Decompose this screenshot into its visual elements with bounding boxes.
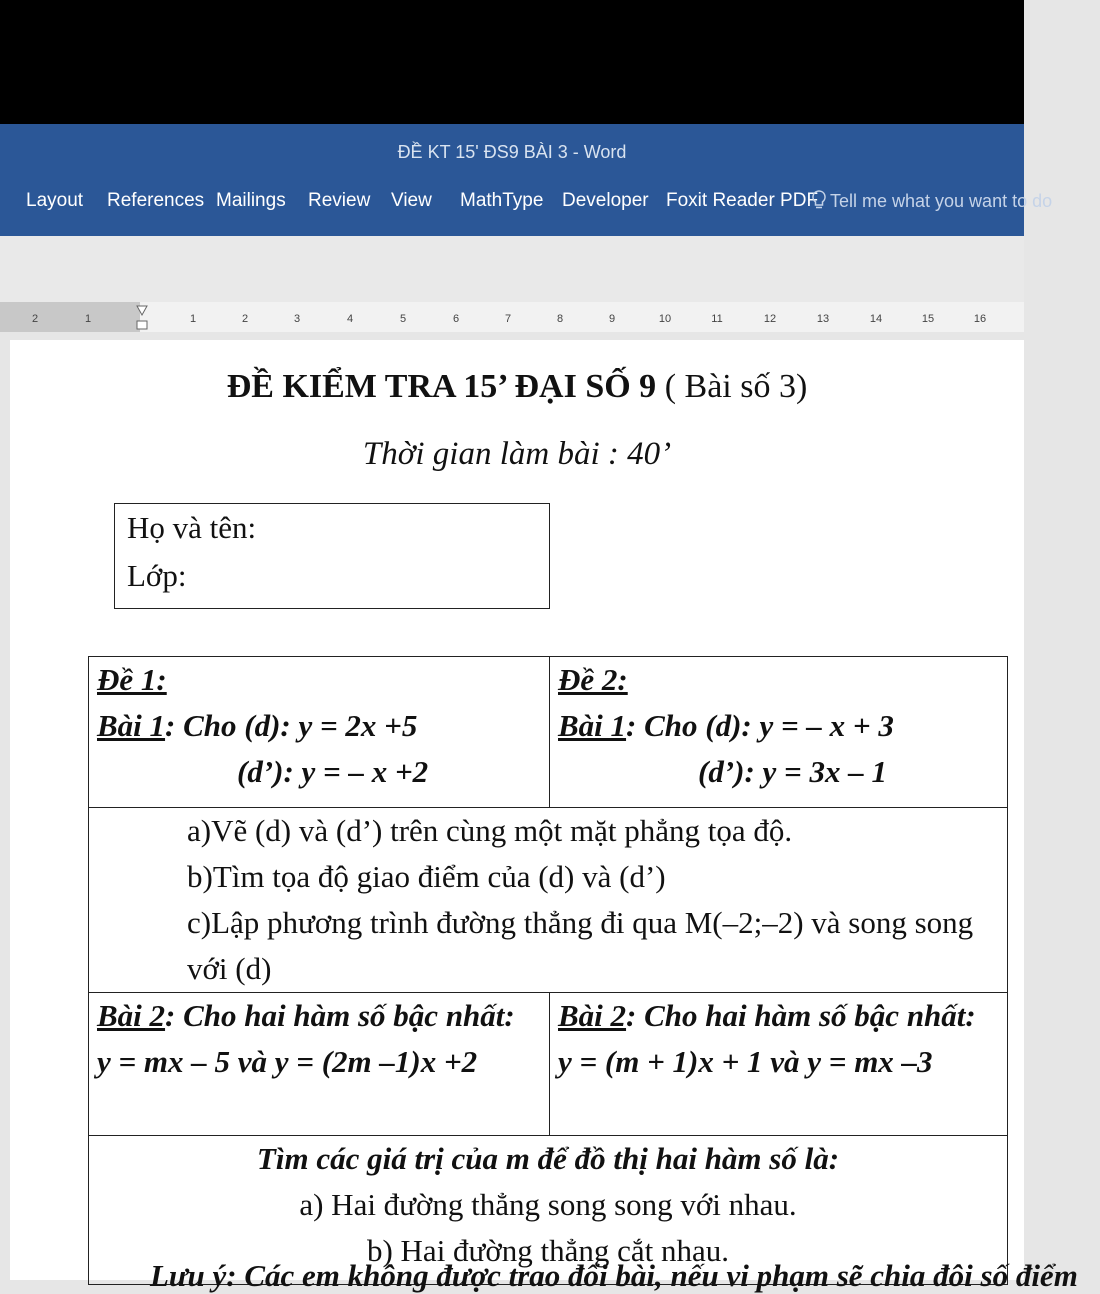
title-subtitle: ( Bài số 3) [656,368,808,405]
horizontal-ruler[interactable] [0,302,1024,332]
ruler-label: 7 [504,313,512,325]
exam-table [88,656,1008,1285]
ruler-label: 2 [241,313,249,325]
ruler-label: 13 [816,313,830,325]
video-black-bar [0,0,1024,124]
list-item: b) Hai đường thẳng cắt nhau. [366,1233,730,1268]
de1-heading: Đề 1: [97,662,167,697]
de2-bai1-line2: (d’): y = 3x – 1 [698,754,887,789]
class-label: Lớp: [127,558,187,593]
ruler-label: 12 [763,313,777,325]
bai1-label: Bài 1 [558,708,627,743]
ruler-label: 9 [608,313,616,325]
window-title: ĐỀ KT 15' ĐS9 BÀI 3 - Word [397,142,627,162]
ruler-label: 8 [556,313,564,325]
common-questions-1 [89,808,1008,993]
left-indent-marker-icon[interactable] [137,321,147,329]
ruler-label: 11 [711,313,723,325]
tab-foxit-reader-pdf[interactable]: Foxit Reader PDF [666,190,819,211]
list-item: c)Lập phương trình đường thẳng đi qua M(–2;–2) và song song với (d) [187,905,974,986]
lightbulb-icon [812,190,826,210]
de2-bai2 [558,993,999,1039]
ruler-label: 15 [921,313,935,325]
de1-bai2-cell [89,993,550,1136]
list-item: b)Tìm tọa độ giao điểm của (d) và (d’) [187,859,666,894]
table-row [89,808,1008,993]
time-limit: Thời gian làm bài : 40’ [362,436,672,472]
tab-mathtype[interactable]: MathType [460,190,544,211]
de2-bai1-cell [550,657,1008,808]
ruler-label: 10 [658,313,672,325]
table-row [89,657,1008,808]
list-item: a) Hai đường thẳng song song với nhau. [299,1187,797,1222]
bai2-text: : Cho hai hàm số bậc nhất: [626,998,976,1033]
table-row [89,993,1008,1136]
bai1-label: Bài 1 [97,708,166,743]
tab-review[interactable]: Review [308,190,371,211]
tab-developer[interactable]: Developer [562,190,649,211]
ruler-label: 1 [84,313,92,325]
de2-bai2-equation: y = (m + 1)x + 1 và y = mx –3 [558,1044,933,1079]
de2-bai1 [558,703,999,749]
tell-me-box[interactable] [812,190,1052,212]
name-label: Họ và tên: [127,510,257,545]
ribbon-tabs [0,190,1100,220]
bai1-text: : Cho (d): y = – x + 3 [626,708,894,743]
tab-mailings[interactable]: Mailings [216,190,286,211]
ruler-label: 4 [346,313,354,325]
tab-view[interactable]: View [391,190,432,211]
de1-bai1 [97,703,541,749]
document-title [10,368,1024,406]
ruler-label: 5 [399,313,407,325]
de1-bai1-line2: (d’): y = – x +2 [237,754,429,789]
bai2-text: : Cho hai hàm số bậc nhất: [165,998,515,1033]
title-bold: ĐỀ KIỂM TRA 15’ ĐẠI SỐ 9 [226,368,657,405]
list-item: a)Vẽ (d) và (d’) trên cùng một mặt phẳng tọa độ. [187,813,793,848]
footer-note-partial: Lưu ý: Các em không được trao đổi bài, nếu vi phạm sẽ chia đôi số điểm [150,1258,1078,1293]
bai2-label: Bài 2 [97,998,166,1033]
tell-me-text: Tell me what you want to do [830,191,1053,211]
de1-bai2 [97,993,541,1039]
document-page[interactable] [10,340,1078,1293]
ruler-label: 14 [869,313,883,325]
de1-bai1-cell [89,657,550,808]
de2-heading: Đề 2: [558,662,628,697]
word-ribbon [0,124,1053,236]
ribbon-gap [0,236,1024,302]
ruler-label: 2 [31,313,39,325]
de1-bai2-equation: y = mx – 5 và y = (2m –1)x +2 [97,1044,478,1079]
ruler-label: 3 [293,313,301,325]
bai2-label: Bài 2 [558,998,627,1033]
ruler-label: 1 [189,313,197,325]
tab-references[interactable]: References [107,190,205,211]
tab-layout[interactable]: Layout [26,190,84,211]
ruler-label: 6 [452,313,460,325]
de2-bai2-cell [550,993,1008,1136]
bai1-text: : Cho (d): y = 2x +5 [165,708,418,743]
common2-heading: Tìm các giá trị của m để đồ thị hai hàm số là: [256,1141,840,1176]
student-info-box [114,503,550,609]
ruler-label: 16 [973,313,987,325]
